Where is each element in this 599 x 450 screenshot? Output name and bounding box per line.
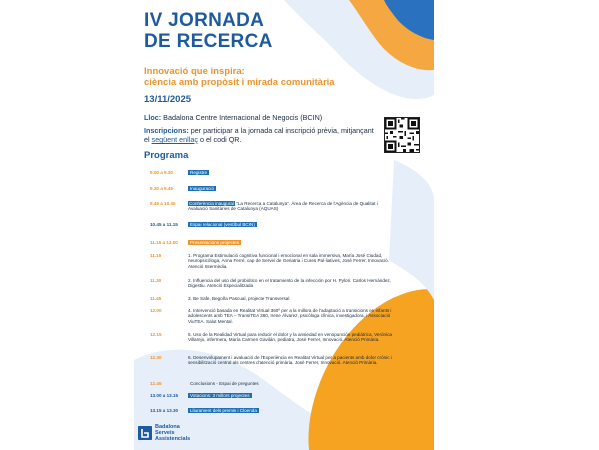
location-label: Lloc: [144,113,162,122]
schedule-time: 12.00 [150,308,162,313]
subtitle-line-2: ciència amb propòsit i mirada comunitària [144,77,335,88]
schedule-label: Registre [190,170,208,175]
schedule-time: 9.00 a 9.30 [150,170,173,175]
schedule-time: 9.45 a 10.45 [150,201,176,206]
schedule-time: 12.15 [150,332,162,337]
bsa-logo-icon [138,426,152,440]
event-date: 13/11/2025 [144,94,192,105]
schedule-time: 12.45 [150,381,162,386]
schedule-highlight: Conferència inaugural [189,201,234,206]
organization-logo [138,424,190,442]
schedule-label: Lliurament dels premis i Cloenda [190,408,257,413]
registration-link[interactable]: següent enllaç [151,135,198,144]
logo-line-3: Assistencials [155,436,191,442]
location [144,113,384,122]
schedule-time: 13.00 a 13.15 [150,393,179,398]
schedule-text: 6. Desenvolupament i avaluació de l'Experiència en Realitat Virtual per a pacients amb dolor crònic i sensibilització central als centres d'atenció primària. Josè Ferrer, Innovació. Atenció Primària. [188,355,392,366]
schedule-text: "La Recerca a Catalunya". Àrea de Recerca de l'Agència de Qualitat i Avaluació Sanitàries de Catalunya (AQUAS) [188,201,378,212]
logo-line-1: Badalona [155,424,180,430]
schedule-label [188,201,398,212]
event-subtitle [144,66,335,88]
registration-text-b: o el codi QR. [197,135,242,144]
schedule-text: 4. Intervenció basada en Realitat Virtual 360º per a la millora de l'adaptació a transicions en infants i adolescents amb TEA – TransiTEA 360, Irene Álvarez, psicòloga clínica, investigadora, i Associació ViuTEA. Salut Mental. [188,308,392,324]
title-line-1: IV JORNADA [144,10,265,31]
schedule-text: 1. Programa Estimulació cognitiva funcional i emocional en sala immersiva, María José Ciudad, neuropsicòloga, Anna Ferré, cap de Servei de Geriatria i Cures Pal·liatives, Josè Ferrer, Innovació. Atenció Intermèdia. [188,253,389,269]
schedule-text: 3. Be Safe, Begoña Pascual, projecte Transversal [188,296,290,301]
schedule-label: Votacions: 3 millors projectes [190,393,250,398]
subtitle-line-1: Innovació que inspira: [144,66,245,77]
schedule-time: 13.15 a 13.30 [150,408,179,413]
schedule-label: Conclusions - Espai de preguntes [190,381,259,386]
schedule-label: Espai relacional (vestíbul BCIN) [190,222,255,227]
registration-text-a: per participar a la jornada cal inscripció prèvia, mitjançant el [144,126,374,144]
schedule-time: 11.45 [150,296,162,301]
schedule-label: Presentacions projectes [190,240,240,245]
schedule-time: 10.45 a 11.15 [150,222,178,227]
event-title [144,10,273,52]
poster [134,0,434,450]
schedule-time: 11.30 [150,278,162,283]
schedule-time: 11.15 a 13.00 [150,240,178,245]
schedule-label: Inauguració [190,186,215,191]
schedule-time: 12.30 [150,355,162,360]
schedule-text: 5. Uso de la Realidad Virtual para reducir el dolor y la ansiedad en venopunción pediátrica, Verónica Villarejo, infermera, María Carmen Gavilán, pediatra, Josè Ferrer, Innovació. Atenció Primària. [188,332,392,343]
program-heading: Programa [144,150,189,161]
qr-code-icon[interactable] [384,117,420,153]
logo-text [155,424,190,442]
registration [144,126,379,144]
registration-label: Inscripcions: [144,126,189,135]
title-line-2: DE RECERCA [144,31,273,52]
schedule-text: 2. Influencia del uso del probiótico en el tratamiento de la infección por H. Pylori. Carlos Hernández, Digestiu. Atenció Especialitzada [188,278,392,289]
schedule-time: 11.15 [150,253,162,258]
location-text: Badalona Centre Internacional de Negocis (BCIN) [161,113,323,122]
schedule-time: 9.30 a 9.45 [150,186,173,191]
logo-line-2: Serveis [155,430,175,436]
